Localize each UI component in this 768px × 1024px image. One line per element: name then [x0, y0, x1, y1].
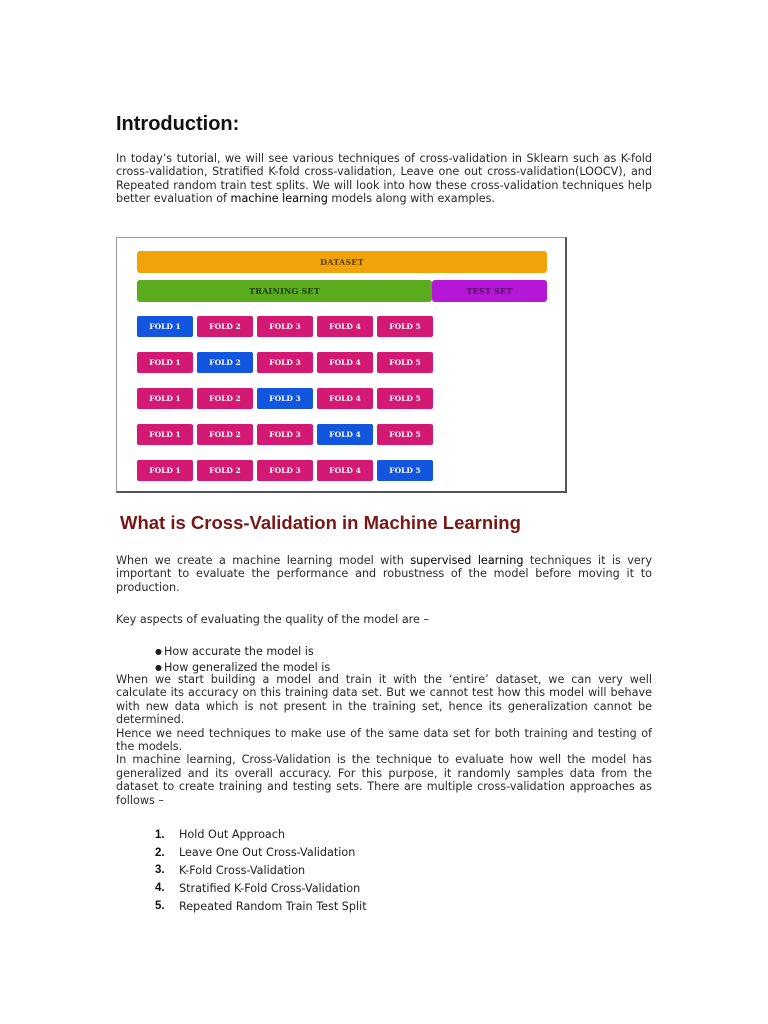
fold-train: FOLD 1 [137, 388, 193, 409]
list-number: 5. [155, 900, 165, 913]
fold-train: FOLD 2 [197, 388, 253, 409]
list-number: 1. [155, 828, 165, 841]
quality-bullet-list [155, 644, 330, 676]
list-number: 3. [155, 864, 165, 877]
machine-learning-link[interactable]: machine learning [230, 192, 328, 206]
list-label: Stratified K-Fold Cross-Validation [179, 881, 361, 895]
list-label: Repeated Random Train Test Split [179, 899, 367, 913]
explanation-block [116, 673, 652, 807]
fold-train: FOLD 2 [197, 460, 253, 481]
supervised-learning-link[interactable]: supervised learning [410, 554, 524, 567]
fold-train: FOLD 2 [197, 316, 253, 337]
fold-train: FOLD 5 [377, 388, 433, 409]
intro-paragraph [116, 152, 652, 206]
bullet-item: ● How generalized the model is [155, 660, 330, 676]
list-item [155, 862, 367, 880]
intro-text-start: In today’s tutorial, we will see various techniques of cross-validation in Sklearn such as K-fold cross-validation, Stratified K-fold cross-validation, Leave one out cross-validation(LOOCV), and Repeated random train test splits. We will look into how these cross-validation techniques help better evaluation of [116, 152, 652, 206]
list-item [155, 844, 367, 862]
fold-test: FOLD 5 [377, 460, 433, 481]
fold-test: FOLD 3 [257, 388, 313, 409]
fold-train: FOLD 1 [137, 424, 193, 445]
supervised-text-end: techniques it is very important to evaluate the performance and robustness of the model before moving it to production. [116, 554, 652, 594]
list-item [155, 897, 367, 915]
fold-test: FOLD 4 [317, 424, 373, 445]
list-number: 4. [155, 882, 165, 895]
fold-train: FOLD 2 [197, 424, 253, 445]
fold-train: FOLD 1 [137, 460, 193, 481]
list-item [155, 826, 367, 844]
supervised-paragraph [116, 554, 652, 594]
fold-train: FOLD 3 [257, 352, 313, 373]
training-set-bar: TRAINING SET [137, 280, 432, 302]
kfold-diagram [116, 237, 567, 493]
fold-train: FOLD 5 [377, 352, 433, 373]
fold-train: FOLD 5 [377, 424, 433, 445]
list-label: Leave One Out Cross-Validation [179, 846, 356, 860]
test-set-bar: TEST SET [432, 280, 547, 302]
fold-train: FOLD 4 [317, 388, 373, 409]
fold-train: FOLD 3 [257, 424, 313, 445]
list-item [155, 879, 367, 897]
fold-test: FOLD 1 [137, 316, 193, 337]
fold-train: FOLD 4 [317, 352, 373, 373]
approaches-list [155, 826, 367, 915]
key-aspects-paragraph: Key aspects of evaluating the quality of the model are – [116, 613, 430, 626]
fold-train: FOLD 4 [317, 460, 373, 481]
explanation-paragraph-3: In machine learning, Cross-Validation is the technique to evaluate how well the model has generalized and its overall accuracy. For this purpose, it randomly samples data from the dataset to create training and testing sets. There are multiple cross-validation approaches as follows – [116, 753, 652, 807]
fold-test: FOLD 2 [197, 352, 253, 373]
fold-train: FOLD 4 [317, 316, 373, 337]
fold-train: FOLD 3 [257, 316, 313, 337]
intro-heading: Introduction: [116, 113, 240, 135]
section-heading: What is Cross-Validation in Machine Learning [120, 512, 521, 533]
dataset-bar: DATASET [137, 251, 547, 273]
explanation-paragraph-1: When we start building a model and train it with the ‘entire’ dataset, we can very well calculate its accuracy on this training data set. But we cannot test how this model will behave with new data which is not present in the training set, hence its generalization cannot be determined. [116, 673, 652, 727]
fold-train: FOLD 5 [377, 316, 433, 337]
list-label: K-Fold Cross-Validation [179, 863, 306, 877]
intro-text-end: models along with examples. [327, 192, 495, 206]
list-label: Hold Out Approach [179, 828, 286, 842]
bullet-item: ● How accurate the model is [155, 644, 330, 660]
fold-train: FOLD 1 [137, 352, 193, 373]
explanation-paragraph-2: Hence we need techniques to make use of the same data set for both training and testing of the models. [116, 726, 652, 754]
supervised-text-start: When we create a machine learning model with [116, 554, 411, 567]
list-number: 2. [155, 846, 165, 859]
fold-train: FOLD 3 [257, 460, 313, 481]
